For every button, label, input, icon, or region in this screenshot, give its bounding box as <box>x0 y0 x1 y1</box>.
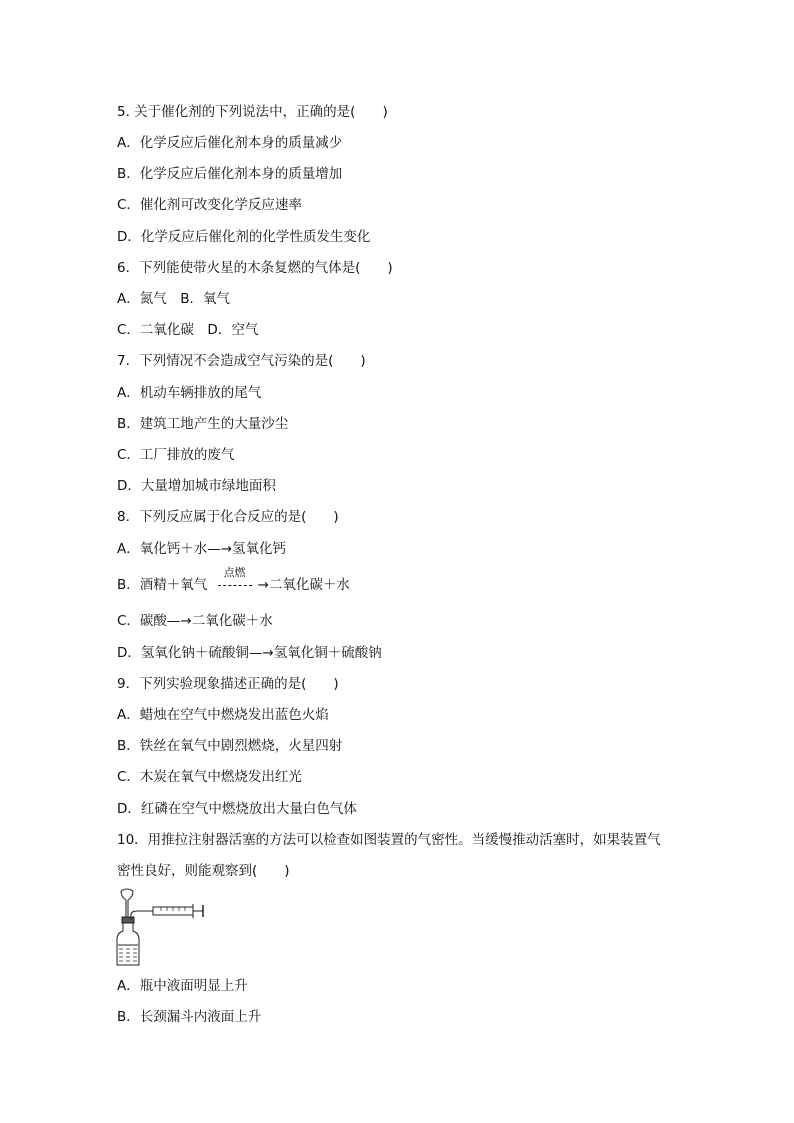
question-5-stem: 5. 关于催化剂的下列说法中，正确的是( ) <box>117 104 388 120</box>
question-5-option-d: D．化学反应后催化剂的化学性质发生变化 <box>117 229 371 245</box>
question-8-option-c: C．碳酸—→二氧化碳＋水 <box>117 613 273 629</box>
question-9-stem: 9．下列实验现象描述正确的是( ) <box>117 676 339 692</box>
question-7-option-c: C．工厂排放的废气 <box>117 447 235 463</box>
question-10-stem-line1: 10．用推拉注射器活塞的方法可以检查如图装置的气密性。当缓慢推动活塞时，如果装置气 <box>117 832 661 848</box>
question-10-option-b: B．长颈漏斗内液面上升 <box>117 1009 262 1025</box>
question-9-option-c: C．木炭在氧气中燃烧发出红光 <box>117 769 302 785</box>
question-9-option-b: B．铁丝在氧气中剧烈燃烧，火星四射 <box>117 738 343 754</box>
question-7-option-b: B．建筑工地产生的大量沙尘 <box>117 416 289 432</box>
question-6-options-cd: C．二氧化碳 D．空气 <box>117 322 259 338</box>
reaction-arrow-with-condition <box>218 566 258 594</box>
question-6-stem: 6．下列能使带火星的木条复燃的气体是( ) <box>117 260 393 276</box>
syringe-marks <box>161 907 185 911</box>
question-7-stem: 7．下列情况不会造成空气污染的是( ) <box>117 353 366 369</box>
question-5-option-a: A．化学反应后催化剂本身的质量减少 <box>117 135 343 151</box>
question-9-option-d: D．红磷在空气中燃烧放出大量白色气体 <box>117 801 357 817</box>
reaction-arrow-dashes <box>218 585 252 586</box>
bottle-body <box>117 923 139 965</box>
question-7-option-a: A．机动车辆排放的尾气 <box>117 385 262 401</box>
question-9-option-a: A．蜡烛在空气中燃烧发出蓝色火焰 <box>117 707 329 723</box>
question-8-option-b <box>117 566 350 594</box>
reaction-condition-label: 点燃 <box>223 566 246 579</box>
bottle-stopper <box>122 917 134 923</box>
apparatus-figure <box>113 887 209 967</box>
liquid-hatch <box>119 949 137 961</box>
question-5-option-c: C．催化剂可改变化学反应速率 <box>117 197 302 213</box>
question-8-option-d: D．氢氧化钠＋硫酸铜—→氢氧化铜＋硫酸钠 <box>117 645 382 661</box>
question-10-option-a: A．瓶中液面明显上升 <box>117 978 248 994</box>
question-5-option-b: B．化学反应后催化剂本身的质量增加 <box>117 166 343 182</box>
question-8-option-a: A．氧化钙＋水—→氢氧化钙 <box>117 541 287 557</box>
question-10-stem-line2: 密性良好，则能观察到( ) <box>117 863 290 879</box>
question-6-options-ab: A．氮气 B．氧气 <box>117 291 230 307</box>
question-8-stem: 8．下列反应属于化合反应的是( ) <box>117 509 339 525</box>
question-8-option-b-products: →二氧化碳＋水 <box>257 577 350 593</box>
question-7-option-d: D．大量增加城市绿地面积 <box>117 478 276 494</box>
question-8-option-b-reactants: B．酒精＋氧气 <box>117 577 208 593</box>
